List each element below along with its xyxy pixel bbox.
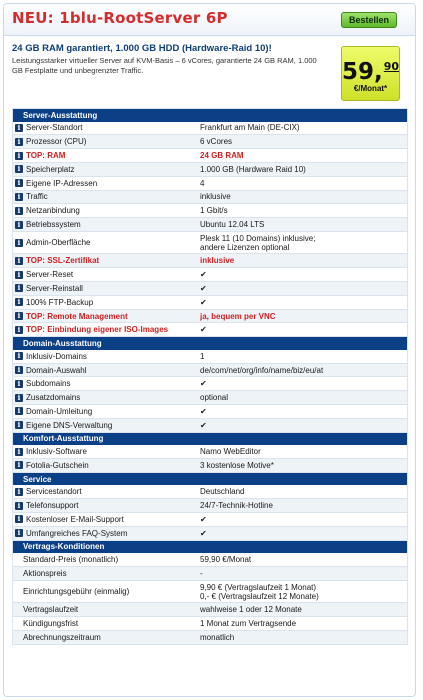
spec-row <box>13 350 407 364</box>
spec-label: Subdomains <box>26 379 71 389</box>
spec-label-cell <box>13 352 198 361</box>
checkmark-icon: ✔ <box>200 297 207 307</box>
spec-label-cell <box>13 192 198 201</box>
spec-label-cell <box>13 206 198 215</box>
spec-value-cell <box>198 633 407 642</box>
spec-label: Eigene DNS-Verwaltung <box>26 420 113 430</box>
spec-value-cell <box>198 555 407 564</box>
spec-label-cell <box>13 165 198 174</box>
info-icon[interactable]: i <box>15 529 23 537</box>
order-button[interactable]: Bestellen <box>341 12 397 28</box>
spec-value: wahlweise 1 oder 12 Monate <box>200 605 302 615</box>
section-header: Service <box>13 473 407 486</box>
spec-row <box>13 310 407 324</box>
section-header: Vertrags-Konditionen <box>13 541 407 554</box>
spec-label-cell <box>13 605 198 614</box>
product-title: NEU: 1blu-RootServer 6P <box>12 9 228 27</box>
spec-label: Admin-Oberfläche <box>26 238 91 248</box>
spec-value: 9,90 € (Vertragslaufzeit 1 Monat) <box>200 582 317 592</box>
spec-label-cell <box>13 461 198 470</box>
spec-value-second-line: 0,- € (Vertragslaufzeit 12 Monate) <box>200 591 319 601</box>
spec-label-cell <box>13 407 198 416</box>
spec-value-cell <box>198 501 407 510</box>
price-amount <box>342 55 399 84</box>
spec-label-cell <box>13 555 198 564</box>
spec-row <box>13 122 407 136</box>
spec-label-cell <box>13 379 198 388</box>
info-icon[interactable]: i <box>15 124 23 132</box>
spec-value: ja, bequem per VNC <box>200 311 276 321</box>
spec-value-cell <box>198 605 407 614</box>
spec-label: Domain-Umleitung <box>26 406 93 416</box>
spec-label-cell <box>13 220 198 229</box>
price-unit: €/Monat* <box>353 84 388 93</box>
spec-label: Vertragslaufzeit <box>23 605 79 615</box>
spec-value-cell <box>198 421 407 430</box>
spec-row <box>13 377 407 391</box>
info-icon[interactable]: i <box>15 193 23 201</box>
spec-label-cell <box>13 238 198 247</box>
info-icon[interactable]: i <box>15 461 23 469</box>
spec-value: inklusive <box>200 256 235 266</box>
spec-value: 24/7-Technik-Hotline <box>200 501 273 511</box>
checkmark-icon: ✔ <box>200 514 207 524</box>
spec-value-cell <box>198 352 407 361</box>
spec-value: 1 Monat zum Vertragsende <box>200 618 297 628</box>
spec-row <box>13 282 407 296</box>
spec-row <box>13 513 407 527</box>
info-icon[interactable]: i <box>15 298 23 306</box>
spec-row <box>13 617 407 631</box>
info-icon[interactable]: i <box>15 502 23 510</box>
spec-row <box>13 323 407 337</box>
spec-value: inklusive <box>200 192 231 202</box>
spec-row <box>13 553 407 567</box>
spec-row <box>13 405 407 419</box>
spec-label-cell <box>13 137 198 146</box>
info-icon[interactable]: i <box>15 352 23 360</box>
spec-row <box>13 191 407 205</box>
spec-value-cell <box>198 270 407 279</box>
spec-row <box>13 149 407 163</box>
info-icon[interactable]: i <box>15 488 23 496</box>
spec-label-cell <box>13 501 198 510</box>
spec-value-cell <box>198 137 407 146</box>
spec-label: Telefonsupport <box>26 501 79 511</box>
checkmark-icon: ✔ <box>200 379 207 389</box>
spec-row <box>13 459 407 473</box>
info-icon[interactable]: i <box>15 366 23 374</box>
product-card <box>3 3 416 697</box>
spec-value-cell <box>198 151 407 160</box>
spec-label: Inklusiv-Domains <box>26 351 87 361</box>
spec-row <box>13 499 407 513</box>
spec-value-cell <box>198 487 407 496</box>
spec-label-cell <box>13 569 198 578</box>
checkmark-icon: ✔ <box>200 420 207 430</box>
spec-value-cell <box>198 619 407 628</box>
spec-value-cell <box>198 256 407 265</box>
spec-label: Netzanbindung <box>26 206 80 216</box>
product-intro <box>12 43 322 75</box>
spec-label-cell <box>13 487 198 496</box>
spec-value-cell <box>198 393 407 402</box>
spec-value: de/com/net/org/info/name/biz/eu/at <box>200 365 324 375</box>
spec-value: 3 kostenlose Motive* <box>200 460 274 470</box>
spec-label-cell <box>13 515 198 524</box>
spec-value: monatlich <box>200 632 235 642</box>
spec-label: Inklusiv-Software <box>26 447 87 457</box>
info-icon[interactable]: i <box>15 284 23 292</box>
checkmark-icon: ✔ <box>200 528 207 538</box>
spec-value-cell <box>198 165 407 174</box>
spec-table <box>12 108 408 645</box>
spec-label-cell <box>13 256 198 265</box>
spec-value: Plesk 11 (10 Domains) inklusive; <box>200 233 316 243</box>
info-icon[interactable]: i <box>15 179 23 187</box>
spec-row <box>13 631 407 645</box>
spec-value: 1 <box>200 351 205 361</box>
spec-value: 6 vCores <box>200 137 233 147</box>
spec-value: - <box>200 568 203 578</box>
info-icon[interactable]: i <box>15 138 23 146</box>
spec-value-cell <box>198 123 407 132</box>
price-badge <box>341 46 400 101</box>
spec-value-second-line: andere Lizenzen optional <box>200 242 290 252</box>
spec-label-cell <box>13 529 198 538</box>
spec-label-cell <box>13 270 198 279</box>
spec-label: Einrichtungsgebühr (einmalig) <box>23 587 130 597</box>
spec-label: Kostenloser E-Mail-Support <box>26 514 124 524</box>
spec-value: Ubuntu 12.04 LTS <box>200 220 265 230</box>
spec-label: Server-Reinstall <box>26 283 83 293</box>
spec-value-cell <box>198 298 407 307</box>
spec-label-cell <box>13 123 198 132</box>
spec-label: TOP: RAM <box>26 151 66 161</box>
spec-row <box>13 419 407 433</box>
section-header: Domain-Ausstattung <box>13 337 407 350</box>
spec-value-cell <box>198 234 407 252</box>
info-icon[interactable]: i <box>15 326 23 334</box>
info-icon[interactable]: i <box>15 421 23 429</box>
intro-description: Leistungsstarker virtueller Server auf KVM-Basis – 6 vCores, garantierte 24 GB RAM, 1.000 GB Festplatte und unbegrenzter Traffic. <box>12 56 317 75</box>
spec-label: Server-Reset <box>26 270 74 280</box>
spec-label: 100% FTP-Backup <box>26 297 94 307</box>
info-icon[interactable]: i <box>15 152 23 160</box>
spec-value: 1.000 GB (Hardware Raid 10) <box>200 164 306 174</box>
spec-value-cell <box>198 312 407 321</box>
price-euros: 59, <box>342 59 383 85</box>
spec-value-cell <box>198 284 407 293</box>
spec-row <box>13 581 407 604</box>
spec-row <box>13 163 407 177</box>
info-icon[interactable]: i <box>15 407 23 415</box>
spec-label: Standard-Preis (monatlich) <box>23 555 119 565</box>
spec-row <box>13 391 407 405</box>
spec-label: Speicherplatz <box>26 164 75 174</box>
spec-row <box>13 135 407 149</box>
spec-label: Aktionspreis <box>23 568 67 578</box>
spec-label: Fotolia-Gutschein <box>26 460 89 470</box>
spec-value-cell <box>198 325 407 334</box>
spec-value-cell <box>198 206 407 215</box>
info-icon[interactable]: i <box>15 257 23 265</box>
spec-row <box>13 218 407 232</box>
spec-row <box>13 204 407 218</box>
spec-value-cell <box>198 366 407 375</box>
spec-value: Frankfurt am Main (DE-CIX) <box>200 123 300 133</box>
spec-row <box>13 232 407 255</box>
checkmark-icon: ✔ <box>200 406 207 416</box>
section-header: Server-Ausstattung <box>13 109 407 122</box>
spec-label-cell <box>13 298 198 307</box>
spec-label-cell <box>13 284 198 293</box>
spec-label-cell <box>13 421 198 430</box>
spec-value: Deutschland <box>200 487 245 497</box>
spec-label-cell <box>13 312 198 321</box>
spec-row <box>13 364 407 378</box>
spec-label: Abrechnungszeitraum <box>23 632 101 642</box>
card-header <box>4 4 415 36</box>
info-icon[interactable]: i <box>15 221 23 229</box>
spec-label: TOP: Remote Management <box>26 311 128 321</box>
spec-value-cell <box>198 192 407 201</box>
intro-headline: 24 GB RAM garantiert, 1.000 GB HDD (Hardware-Raid 10)! <box>12 43 272 54</box>
spec-value: 1 Gbit/s <box>200 206 228 216</box>
spec-label: Domain-Auswahl <box>26 365 87 375</box>
info-icon[interactable]: i <box>15 312 23 320</box>
info-icon[interactable]: i <box>15 165 23 173</box>
spec-label: Kündigungsfrist <box>23 618 79 628</box>
spec-value-cell <box>198 515 407 524</box>
spec-value-cell <box>198 179 407 188</box>
checkmark-icon: ✔ <box>200 270 207 280</box>
spec-label: Eigene IP-Adressen <box>26 178 98 188</box>
spec-label: TOP: Einbindung eigener ISO-Images <box>26 325 169 335</box>
spec-value-cell <box>198 447 407 456</box>
spec-row <box>13 177 407 191</box>
spec-value-cell <box>198 407 407 416</box>
checkmark-icon: ✔ <box>200 325 207 335</box>
spec-value: 4 <box>200 178 205 188</box>
spec-label: TOP: SSL-Zertifikat <box>26 256 100 266</box>
spec-label-cell <box>13 179 198 188</box>
spec-row <box>13 268 407 282</box>
spec-value: Namo WebEditor <box>200 447 261 457</box>
spec-value-cell <box>198 583 407 601</box>
spec-value-cell <box>198 220 407 229</box>
spec-label: Zusatzdomains <box>26 393 81 403</box>
spec-value-cell <box>198 529 407 538</box>
spec-value-cell <box>198 569 407 578</box>
info-icon[interactable]: i <box>15 380 23 388</box>
spec-label-cell <box>13 447 198 456</box>
spec-row <box>13 485 407 499</box>
spec-row <box>13 527 407 541</box>
spec-value: 59,90 €/Monat <box>200 555 252 565</box>
checkmark-icon: ✔ <box>200 283 207 293</box>
info-icon[interactable]: i <box>15 448 23 456</box>
spec-value: optional <box>200 393 229 403</box>
spec-row <box>13 603 407 617</box>
spec-row <box>13 296 407 310</box>
spec-label-cell <box>13 587 198 596</box>
info-icon[interactable]: i <box>15 394 23 402</box>
info-icon[interactable]: i <box>15 515 23 523</box>
spec-row <box>13 445 407 459</box>
spec-value-cell <box>198 461 407 470</box>
spec-row <box>13 254 407 268</box>
info-icon[interactable]: i <box>15 207 23 215</box>
spec-label-cell <box>13 619 198 628</box>
spec-label: Server-Standort <box>26 123 83 133</box>
spec-label-cell <box>13 325 198 334</box>
info-icon[interactable]: i <box>15 271 23 279</box>
spec-value: 24 GB RAM <box>200 151 244 161</box>
spec-label: Traffic <box>26 192 48 202</box>
spec-row <box>13 567 407 581</box>
spec-label-cell <box>13 633 198 642</box>
spec-label: Prozessor (CPU) <box>26 137 87 147</box>
info-icon[interactable]: i <box>15 239 23 247</box>
spec-label-cell <box>13 393 198 402</box>
spec-label: Betriebssystem <box>26 220 81 230</box>
section-header: Komfort-Ausstattung <box>13 433 407 446</box>
spec-label: Umfangreiches FAQ-System <box>26 528 128 538</box>
price-cents: 90 <box>383 60 400 73</box>
spec-value-cell <box>198 379 407 388</box>
spec-label-cell <box>13 151 198 160</box>
spec-label: Servicestandort <box>26 487 82 497</box>
spec-label-cell <box>13 366 198 375</box>
